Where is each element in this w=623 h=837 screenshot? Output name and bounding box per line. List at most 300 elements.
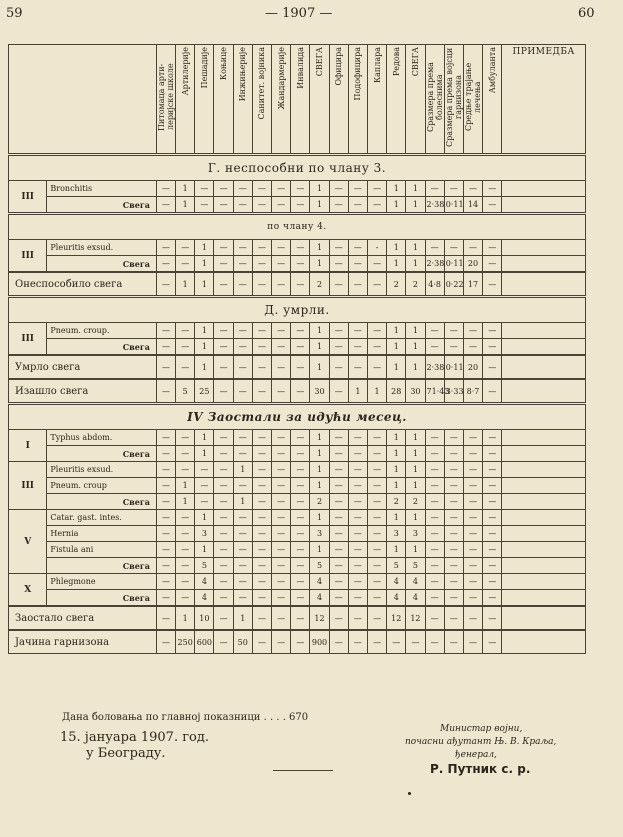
- value-cell: —: [444, 526, 463, 542]
- page-header: [0, 6, 623, 26]
- value-cell: —: [214, 542, 233, 558]
- value-cell: 4: [195, 574, 214, 590]
- value-cell: —: [483, 323, 502, 339]
- column-header-row: [9, 45, 586, 155]
- value-cell: 1: [406, 197, 425, 214]
- value-cell: —: [233, 478, 252, 494]
- table-row: [9, 339, 586, 356]
- value-cell: —: [272, 478, 291, 494]
- value-cell: —: [233, 590, 252, 607]
- section-title-row: [9, 155, 586, 181]
- value-cell: 1: [310, 240, 329, 256]
- summary-value: 2·38: [425, 355, 444, 379]
- group-total-label: Свега: [47, 558, 157, 574]
- disease-group-label: III: [9, 462, 47, 510]
- value-cell: 1: [310, 256, 329, 273]
- value-cell: —: [233, 323, 252, 339]
- section-title: по члану 4.: [9, 214, 586, 240]
- corner-cell: [9, 45, 157, 155]
- column-header-label: Редова: [391, 47, 401, 77]
- value-cell: 1: [387, 240, 406, 256]
- year-heading: — 1907 —: [265, 6, 333, 21]
- value-cell: —: [367, 462, 386, 478]
- diagnosis-label: Phlegmone: [47, 574, 157, 590]
- value-cell: —: [156, 323, 175, 339]
- value-cell: 1: [176, 478, 195, 494]
- value-cell: 1: [387, 197, 406, 214]
- column-header: [195, 45, 214, 155]
- summary-value: —: [252, 606, 271, 630]
- value-cell: —: [329, 446, 348, 462]
- value-cell: —: [272, 558, 291, 574]
- value-cell: —: [214, 240, 233, 256]
- remarks-cell: [502, 526, 586, 542]
- value-cell: —: [329, 240, 348, 256]
- column-header-label: Подофицира: [353, 47, 363, 101]
- value-cell: —: [463, 446, 482, 462]
- summary-value: —: [348, 272, 367, 297]
- value-cell: —: [252, 240, 271, 256]
- value-cell: —: [156, 339, 175, 356]
- value-cell: —: [214, 430, 233, 446]
- summary-value: 1: [310, 355, 329, 379]
- value-cell: —: [291, 446, 310, 462]
- diagnosis-label: Typhus abdom.: [47, 430, 157, 446]
- value-cell: —: [483, 240, 502, 256]
- group-total-label: Свега: [47, 256, 157, 273]
- value-cell: 4: [310, 590, 329, 607]
- ink-dot: [408, 792, 411, 795]
- remarks-cell: [502, 256, 586, 273]
- summary-value: —: [329, 630, 348, 654]
- value-cell: —: [214, 462, 233, 478]
- remarks-cell: [502, 606, 586, 630]
- value-cell: —: [291, 526, 310, 542]
- summary-value: —: [156, 272, 175, 297]
- value-cell: —: [156, 494, 175, 510]
- value-cell: —: [425, 339, 444, 356]
- value-cell: —: [252, 526, 271, 542]
- column-header: [444, 45, 463, 155]
- column-header-label: Сразмера према војсци гарнизона: [444, 47, 463, 147]
- summary-value: —: [444, 606, 463, 630]
- value-cell: —: [272, 526, 291, 542]
- remarks-cell: [502, 558, 586, 574]
- value-cell: —: [367, 430, 386, 446]
- value-cell: —: [176, 446, 195, 462]
- value-cell: —: [425, 510, 444, 526]
- value-cell: —: [348, 494, 367, 510]
- value-cell: —: [176, 542, 195, 558]
- value-cell: —: [156, 256, 175, 273]
- value-cell: —: [483, 430, 502, 446]
- value-cell: —: [444, 430, 463, 446]
- value-cell: 2: [310, 494, 329, 510]
- column-header: [272, 45, 291, 155]
- value-cell: —: [156, 446, 175, 462]
- value-cell: —: [367, 494, 386, 510]
- summary-value: —: [156, 379, 175, 404]
- value-cell: 4: [387, 590, 406, 607]
- value-cell: —: [425, 574, 444, 590]
- diagnosis-label: Hernia: [47, 526, 157, 542]
- value-cell: —: [214, 478, 233, 494]
- value-cell: —: [425, 446, 444, 462]
- value-cell: -: [367, 240, 386, 256]
- value-cell: 1: [387, 256, 406, 273]
- value-cell: —: [291, 256, 310, 273]
- remarks-cell: [502, 339, 586, 356]
- summary-value: 12: [406, 606, 425, 630]
- value-cell: —: [291, 181, 310, 197]
- table-row: [9, 494, 586, 510]
- value-cell: 1: [195, 430, 214, 446]
- value-cell: 1: [406, 323, 425, 339]
- value-cell: —: [156, 462, 175, 478]
- value-cell: —: [252, 462, 271, 478]
- value-cell: —: [156, 542, 175, 558]
- summary-value: —: [329, 379, 348, 404]
- value-cell: 0·11: [444, 256, 463, 273]
- value-cell: 1: [406, 181, 425, 197]
- summary-value: —: [272, 630, 291, 654]
- value-cell: —: [272, 181, 291, 197]
- value-cell: —: [252, 323, 271, 339]
- group-total-label: Свега: [47, 197, 157, 214]
- summary-value: —: [348, 606, 367, 630]
- value-cell: —: [176, 590, 195, 607]
- diagnosis-label: Fistula ani: [47, 542, 157, 558]
- column-header-label: СВЕГА: [410, 47, 420, 77]
- summary-value: 20: [463, 355, 482, 379]
- date-line: 15. јануара 1907. год.: [60, 730, 209, 745]
- column-header: [176, 45, 195, 155]
- summary-value: —: [483, 272, 502, 297]
- value-cell: 1: [195, 542, 214, 558]
- column-header: [156, 45, 175, 155]
- group-total-label: Свега: [47, 339, 157, 356]
- summary-value: 0·11: [444, 355, 463, 379]
- summary-value: —: [463, 606, 482, 630]
- value-cell: —: [348, 478, 367, 494]
- group-total-label: Свега: [47, 446, 157, 462]
- column-header: [310, 45, 329, 155]
- value-cell: —: [367, 181, 386, 197]
- value-cell: 1: [310, 181, 329, 197]
- column-header: [233, 45, 252, 155]
- value-cell: —: [483, 590, 502, 607]
- summary-value: —: [291, 630, 310, 654]
- days-line: Дана боловања по главној показници . . . . 670: [62, 712, 309, 723]
- remarks-cell: [502, 574, 586, 590]
- diagnosis-label: Pleuritis exsud.: [47, 240, 157, 256]
- summary-row: [9, 355, 586, 379]
- value-cell: —: [444, 181, 463, 197]
- summary-row: [9, 606, 586, 630]
- column-header-label: СВЕГА: [315, 47, 324, 77]
- value-cell: —: [252, 510, 271, 526]
- table-row: [9, 430, 586, 446]
- value-cell: —: [272, 430, 291, 446]
- value-cell: —: [463, 181, 482, 197]
- value-cell: —: [367, 510, 386, 526]
- value-cell: —: [233, 510, 252, 526]
- value-cell: 1: [176, 181, 195, 197]
- column-header: [252, 45, 271, 155]
- disease-group-label: V: [9, 510, 47, 574]
- value-cell: —: [214, 256, 233, 273]
- value-cell: —: [156, 197, 175, 214]
- summary-value: —: [406, 630, 425, 654]
- value-cell: 3: [387, 526, 406, 542]
- value-cell: —: [252, 430, 271, 446]
- value-cell: —: [444, 510, 463, 526]
- value-cell: —: [156, 510, 175, 526]
- value-cell: —: [329, 574, 348, 590]
- value-cell: —: [233, 446, 252, 462]
- divider-line: [273, 770, 333, 771]
- section-title: Г. неспособни по члану 3.: [9, 155, 586, 181]
- summary-value: —: [329, 355, 348, 379]
- summary-value: —: [214, 606, 233, 630]
- summary-value: —: [214, 355, 233, 379]
- value-cell: —: [195, 478, 214, 494]
- summary-value: —: [252, 355, 271, 379]
- column-header-label: Каплара: [372, 47, 382, 84]
- value-cell: —: [444, 323, 463, 339]
- value-cell: —: [348, 590, 367, 607]
- summary-value: —: [463, 630, 482, 654]
- value-cell: —: [176, 526, 195, 542]
- value-cell: 1: [406, 339, 425, 356]
- summary-row: [9, 379, 586, 404]
- summary-value: —: [291, 379, 310, 404]
- value-cell: —: [444, 478, 463, 494]
- summary-value: 10: [195, 606, 214, 630]
- value-cell: —: [483, 478, 502, 494]
- summary-label: Умрло свега: [9, 355, 157, 379]
- summary-value: 30: [310, 379, 329, 404]
- value-cell: —: [176, 430, 195, 446]
- value-cell: 14: [463, 197, 482, 214]
- remarks-cell: [502, 197, 586, 214]
- column-header-label: Сразмера према болеснима: [425, 62, 444, 132]
- summary-value: —: [367, 355, 386, 379]
- summary-value: —: [329, 272, 348, 297]
- remarks-cell: [502, 510, 586, 526]
- value-cell: —: [425, 240, 444, 256]
- value-cell: —: [214, 494, 233, 510]
- remarks-cell: [502, 542, 586, 558]
- value-cell: —: [156, 478, 175, 494]
- summary-value: —: [252, 379, 271, 404]
- summary-value: 1: [195, 355, 214, 379]
- summary-value: —: [156, 355, 175, 379]
- table-row: [9, 478, 586, 494]
- value-cell: —: [425, 478, 444, 494]
- value-cell: —: [444, 462, 463, 478]
- value-cell: —: [156, 430, 175, 446]
- value-cell: —: [329, 339, 348, 356]
- column-header: [406, 45, 425, 155]
- value-cell: —: [483, 446, 502, 462]
- remarks-cell: [502, 181, 586, 197]
- table-row: [9, 323, 586, 339]
- value-cell: —: [195, 462, 214, 478]
- value-cell: —: [463, 510, 482, 526]
- value-cell: —: [195, 181, 214, 197]
- value-cell: —: [483, 542, 502, 558]
- summary-value: —: [214, 272, 233, 297]
- value-cell: 3: [310, 526, 329, 542]
- value-cell: —: [444, 558, 463, 574]
- value-cell: —: [463, 240, 482, 256]
- value-cell: —: [463, 462, 482, 478]
- value-cell: —: [291, 558, 310, 574]
- summary-value: —: [444, 630, 463, 654]
- value-cell: —: [483, 339, 502, 356]
- disease-group-label: X: [9, 574, 47, 607]
- value-cell: —: [348, 526, 367, 542]
- value-cell: 1: [195, 446, 214, 462]
- value-cell: —: [329, 256, 348, 273]
- value-cell: —: [233, 542, 252, 558]
- summary-value: 8·7: [463, 379, 482, 404]
- summary-value: 30: [406, 379, 425, 404]
- value-cell: 1: [387, 510, 406, 526]
- value-cell: 5: [387, 558, 406, 574]
- value-cell: —: [214, 526, 233, 542]
- value-cell: 1: [176, 494, 195, 510]
- summary-value: —: [156, 630, 175, 654]
- summary-label: Јачина гарнизона: [9, 630, 157, 654]
- column-header-label: Инжињериjе: [238, 47, 248, 102]
- value-cell: —: [367, 542, 386, 558]
- value-cell: —: [252, 256, 271, 273]
- value-cell: —: [348, 574, 367, 590]
- value-cell: —: [348, 339, 367, 356]
- value-cell: —: [252, 558, 271, 574]
- minister-title: Министар војни,: [440, 724, 523, 734]
- value-cell: —: [444, 574, 463, 590]
- value-cell: —: [272, 323, 291, 339]
- value-cell: 1: [310, 323, 329, 339]
- value-cell: —: [176, 240, 195, 256]
- value-cell: —: [367, 478, 386, 494]
- summary-label: Онеспособило свега: [9, 272, 157, 297]
- table-row: [9, 526, 586, 542]
- disease-group-label: III: [9, 240, 47, 273]
- table-row: [9, 256, 586, 273]
- value-cell: 1: [310, 446, 329, 462]
- column-header: [367, 45, 386, 155]
- disease-group-label: I: [9, 430, 47, 462]
- table-row: [9, 197, 586, 214]
- summary-value: —: [483, 606, 502, 630]
- value-cell: —: [214, 181, 233, 197]
- summary-value: —: [272, 379, 291, 404]
- summary-value: —: [329, 606, 348, 630]
- value-cell: —: [367, 339, 386, 356]
- remarks-cell: [502, 478, 586, 494]
- value-cell: —: [367, 590, 386, 607]
- value-cell: 1: [310, 462, 329, 478]
- value-cell: —: [329, 542, 348, 558]
- value-cell: —: [425, 590, 444, 607]
- summary-value: —: [291, 272, 310, 297]
- value-cell: —: [291, 590, 310, 607]
- summary-value: 2: [310, 272, 329, 297]
- value-cell: 1: [387, 446, 406, 462]
- value-cell: —: [291, 542, 310, 558]
- value-cell: —: [252, 542, 271, 558]
- value-cell: —: [272, 339, 291, 356]
- summary-value: —: [348, 630, 367, 654]
- column-header: [329, 45, 348, 155]
- value-cell: —: [425, 181, 444, 197]
- value-cell: —: [252, 478, 271, 494]
- value-cell: —: [272, 590, 291, 607]
- value-cell: 1: [195, 339, 214, 356]
- remarks-cell: [502, 430, 586, 446]
- summary-value: 12: [310, 606, 329, 630]
- diagnosis-label: Pneum. croup: [47, 478, 157, 494]
- value-cell: —: [367, 256, 386, 273]
- table-row: [9, 558, 586, 574]
- summary-value: —: [367, 630, 386, 654]
- value-cell: 1: [406, 446, 425, 462]
- remarks-header: ПРИМЕДБА: [502, 45, 586, 155]
- value-cell: —: [252, 197, 271, 214]
- value-cell: —: [444, 339, 463, 356]
- value-cell: —: [214, 510, 233, 526]
- table-row: [9, 240, 586, 256]
- value-cell: —: [329, 462, 348, 478]
- value-cell: —: [425, 526, 444, 542]
- hospital-report-table: [8, 44, 586, 654]
- column-header-label: Средње трајање лечења: [464, 62, 482, 132]
- value-cell: 1: [233, 462, 252, 478]
- value-cell: —: [214, 446, 233, 462]
- value-cell: —: [367, 446, 386, 462]
- summary-value: —: [367, 272, 386, 297]
- section-title: Д. умрли.: [9, 297, 586, 323]
- column-header-label: Артилериjе: [180, 47, 190, 96]
- value-cell: —: [444, 240, 463, 256]
- summary-value: 1: [348, 379, 367, 404]
- value-cell: —: [444, 494, 463, 510]
- value-cell: —: [214, 558, 233, 574]
- page-number-right: 60: [578, 6, 595, 21]
- value-cell: —: [156, 590, 175, 607]
- column-header-label: Амбуланта: [487, 47, 497, 94]
- value-cell: 2·38: [425, 256, 444, 273]
- remarks-cell: [502, 323, 586, 339]
- value-cell: —: [483, 462, 502, 478]
- table-row: [9, 590, 586, 607]
- value-cell: —: [367, 197, 386, 214]
- column-header: [483, 45, 502, 155]
- value-cell: —: [176, 323, 195, 339]
- value-cell: —: [195, 494, 214, 510]
- value-cell: —: [176, 510, 195, 526]
- value-cell: —: [348, 323, 367, 339]
- value-cell: 2: [387, 494, 406, 510]
- value-cell: 5: [310, 558, 329, 574]
- value-cell: —: [214, 339, 233, 356]
- value-cell: —: [425, 542, 444, 558]
- value-cell: —: [252, 446, 271, 462]
